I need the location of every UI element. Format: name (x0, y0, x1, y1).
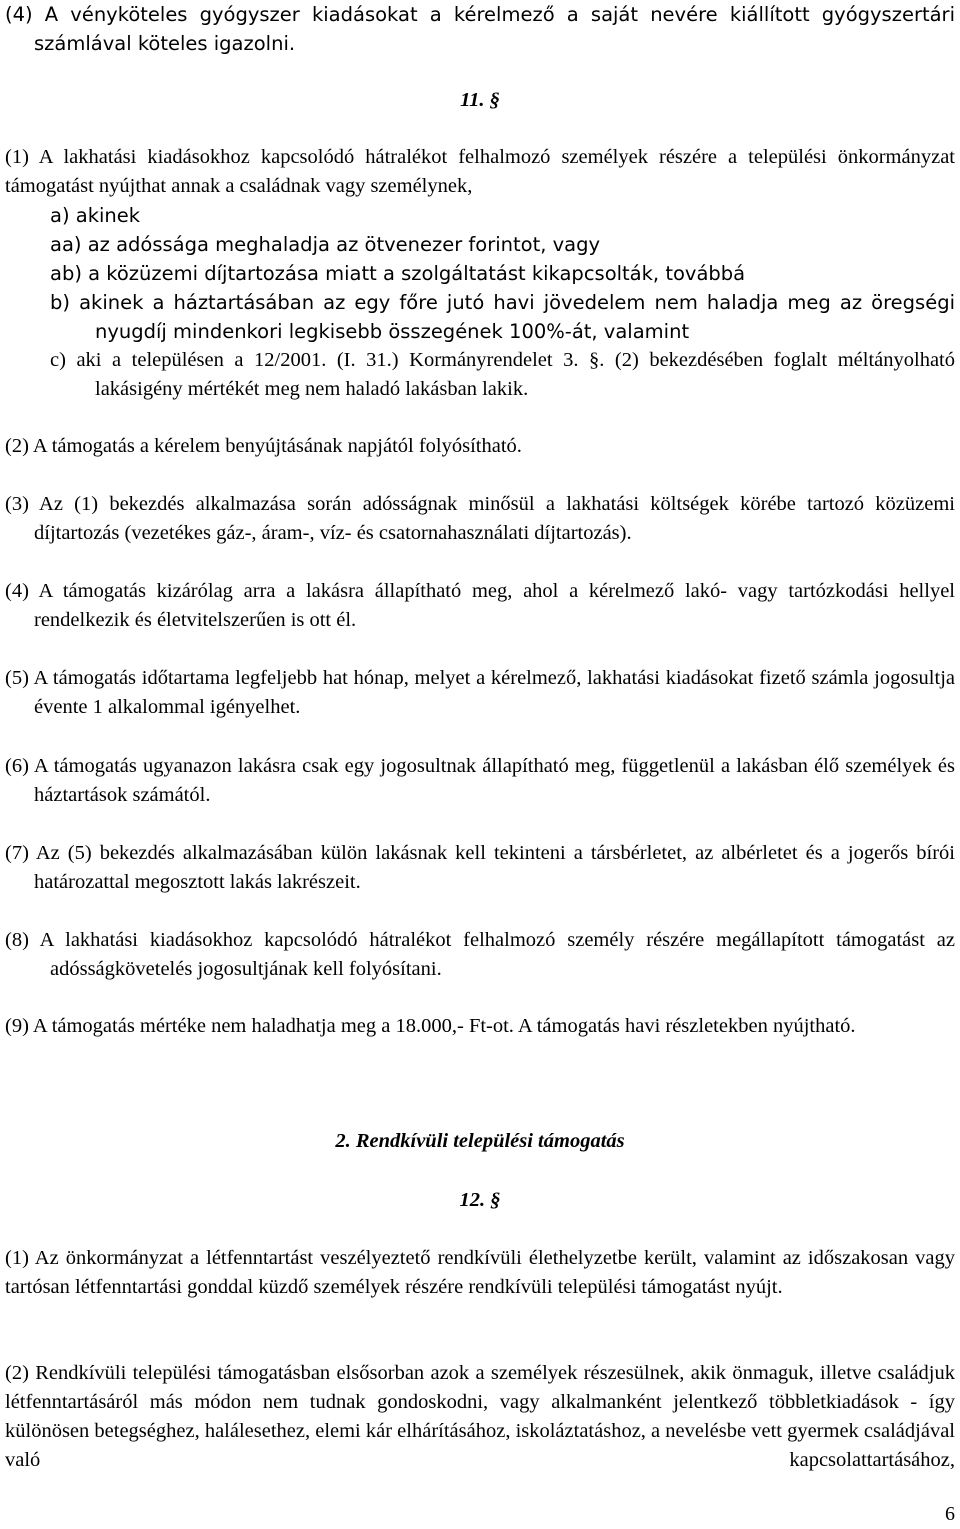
paragraph-11-1-text: (1) A lakhatási kiadásokhoz kapcsolódó hátralékot felhalmozó személyek részére a települési önkormányzat támogatást nyújthat annak a családnak vagy személynek, (5, 146, 955, 197)
list-item-b: b) akinek a háztartásában az egy főre jutó havi jövedelem nem haladja meg az öregségi nyugdíj mindenkori legkisebb összegének 100%-át, valamint (50, 291, 955, 343)
paragraph-11-1-list (5, 201, 955, 346)
section-12-heading: 12. § (459, 1189, 501, 1211)
paragraph-12-1: (1) Az önkormányzat a létfenntartást veszélyeztető rendkívüli élethelyzetbe került, valamint az időszakosan vagy tartósan létfenntartási gonddal küzdő személyek részére rendkívüli települési támogatást nyújt. (5, 1247, 955, 1298)
paragraph-10-4 (5, 0, 955, 58)
paragraph-11-3: (3) Az (1) bekezdés alkalmazása során adósságnak minősül a lakhatási költségek körébe tartozó közüzemi díjtartozás (vezetékes gáz-, áram-, víz- és csatornahasználati díjtartozás). (5, 493, 955, 544)
page-number: 6 (945, 1503, 955, 1525)
paragraph-10-4-line1: (4) A vényköteles gyógyszer kiadásokat a kérelmező a saját nevére kiállított gyógyszertári (5, 3, 955, 26)
paragraph-11-2: (2) A támogatás a kérelem benyújtásának napjától folyósítható. (5, 435, 522, 457)
list-item-aa: aa) az adóssága meghaladja az ötvenezer forintot, vagy (50, 233, 601, 256)
paragraph-11-1 (5, 143, 955, 404)
paragraph-10-4-line2: számlával köteles igazolni. (34, 32, 296, 55)
list-item-c: c) aki a településen a 12/2001. (I. 31.) Kormányrendelet 3. §. (2) bekezdésében foglalt méltányolható lakásigény mértékét meg nem haladó lakásban lakik. (50, 349, 955, 400)
paragraph-12-2: (2) Rendkívüli települési támogatásban elsősorban azok a személyek részesülnek, akik önmaguk, illetve családjuk létfenntartásáról más módon nem tudnak gondoskodni, vagy alkalmanként jelentkező többletkiadások - így különösen betegséghez, halálesethez, elemi kár elhárításához, iskoláztatáshoz, a nevelésbe vett gyermek családjával való kapcsolattartásához, (5, 1362, 955, 1471)
paragraph-11-7: (7) Az (5) bekezdés alkalmazásában külön lakásnak kell tekinteni a társbérletet, az albérletet és a jogerős bírói határozattal megosztott lakás lakrészeit. (5, 842, 955, 893)
paragraph-11-6: (6) A támogatás ugyanazon lakásra csak egy jogosultnak állapítható meg, függetlenül a lakásban élő személyek és háztartások számától. (5, 755, 955, 806)
paragraph-11-4: (4) A támogatás kizárólag arra a lakásra állapítható meg, ahol a kérelmező lakó- vagy tartózkodási hellyel rendelkezik és életvitelszerűen is ott él. (5, 580, 955, 631)
paragraph-11-8: (8) A lakhatási kiadásokhoz kapcsolódó hátralékot felhalmozó személy részére megállapított támogatást az adósságkövetelés jogosultjának kell folyósítani. (5, 929, 955, 980)
paragraph-11-9: (9) A támogatás mértéke nem haladhatja meg a 18.000,- Ft-ot. A támogatás havi részletekben nyújtható. (5, 1015, 856, 1037)
list-item-a: a) akinek (50, 204, 141, 227)
section-11-heading: 11. § (460, 89, 500, 111)
paragraph-11-5: (5) A támogatás időtartama legfeljebb hat hónap, melyet a kérelmező, lakhatási kiadásokat fizető számla jogosultja évente 1 alkalommal igényelhet. (5, 667, 955, 718)
list-item-ab: ab) a közüzemi díjtartozása miatt a szolgáltatást kikapcsolták, továbbá (50, 262, 746, 285)
chapter-2-heading: 2. Rendkívüli települési támogatás (335, 1130, 625, 1152)
